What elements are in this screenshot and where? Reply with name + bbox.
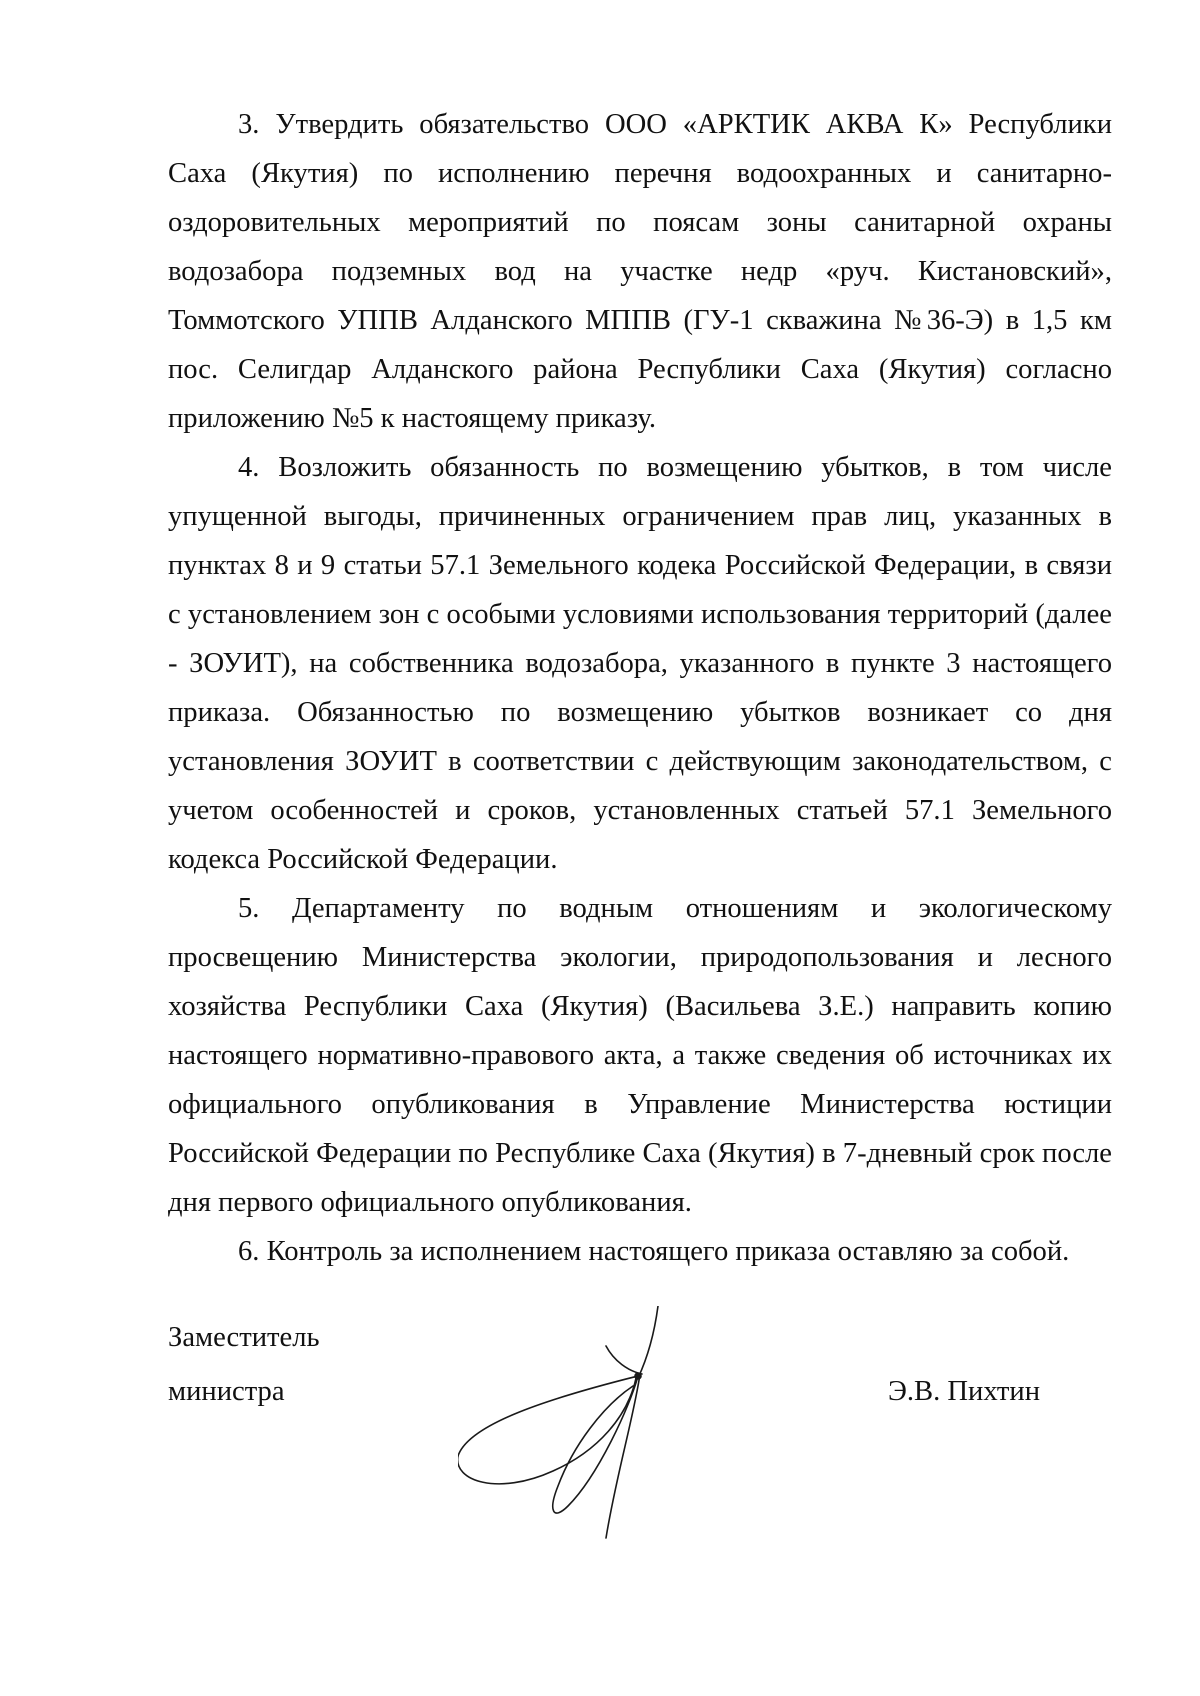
paragraph-5: 5. Департаменту по водным отношениям и экологическому просвещению Министерства экологии, природопользования и лесного хозяйства Республики Саха (Якутия) (Васильева З.Е.) направить копию настоящего нормативно-правового акта, а также сведения об источниках их официального опубликования в Управление Министерства юстиции Российской Федерации по Республике Саха (Якутия) в 7-дневный срок после дня первого официального опубликования. [168,893,1112,1218]
signature-block [168,1322,1112,1582]
paragraph-3: 3. Утвердить обязательство ООО «АРКТИК АКВА К» Республики Саха (Якутия) по исполнению перечня водоохранных и санитарно-оздоровительных мероприятий по поясам зоны санитарной охраны водозабора подземных вод на участке недр «руч. Кистановский», Томмотского УППВ Алданского МППВ (ГУ-1 скважина №36-Э) в 1,5 км пос. Селигдар Алданского района Республики Саха (Якутия) согласно приложению №5 к настоящему приказу. [168,109,1112,434]
document-body [168,100,1112,1276]
paragraph-4: 4. Возложить обязанность по возмещению убытков, в том числе упущенной выгоды, причиненных ограничением прав лиц, указанных в пунктах 8 и 9 статьи 57.1 Земельного кодека Российской Федерации, в связи с установлением зон с особыми условиями использования территорий (далее - ЗОУИТ), на собственника водозабора, указанного в пункте 3 настоящего приказа. Обязанностью по возмещению убытков возникает со дня установления ЗОУИТ в соответствии с действующим законодательством, с учетом особенностей и сроков, установленных статьей 57.1 Земельного кодекса Российской Федерации. [168,452,1112,875]
signatory-title-line2: министра [168,1376,285,1407]
handwritten-signature [458,1306,678,1566]
signatory-title-line1: Заместитель [168,1322,320,1353]
paragraph-6: 6. Контроль за исполнением настоящего приказа оставляю за собой. [238,1236,1070,1267]
signatory-name: Э.В. Пихтин [888,1376,1041,1407]
